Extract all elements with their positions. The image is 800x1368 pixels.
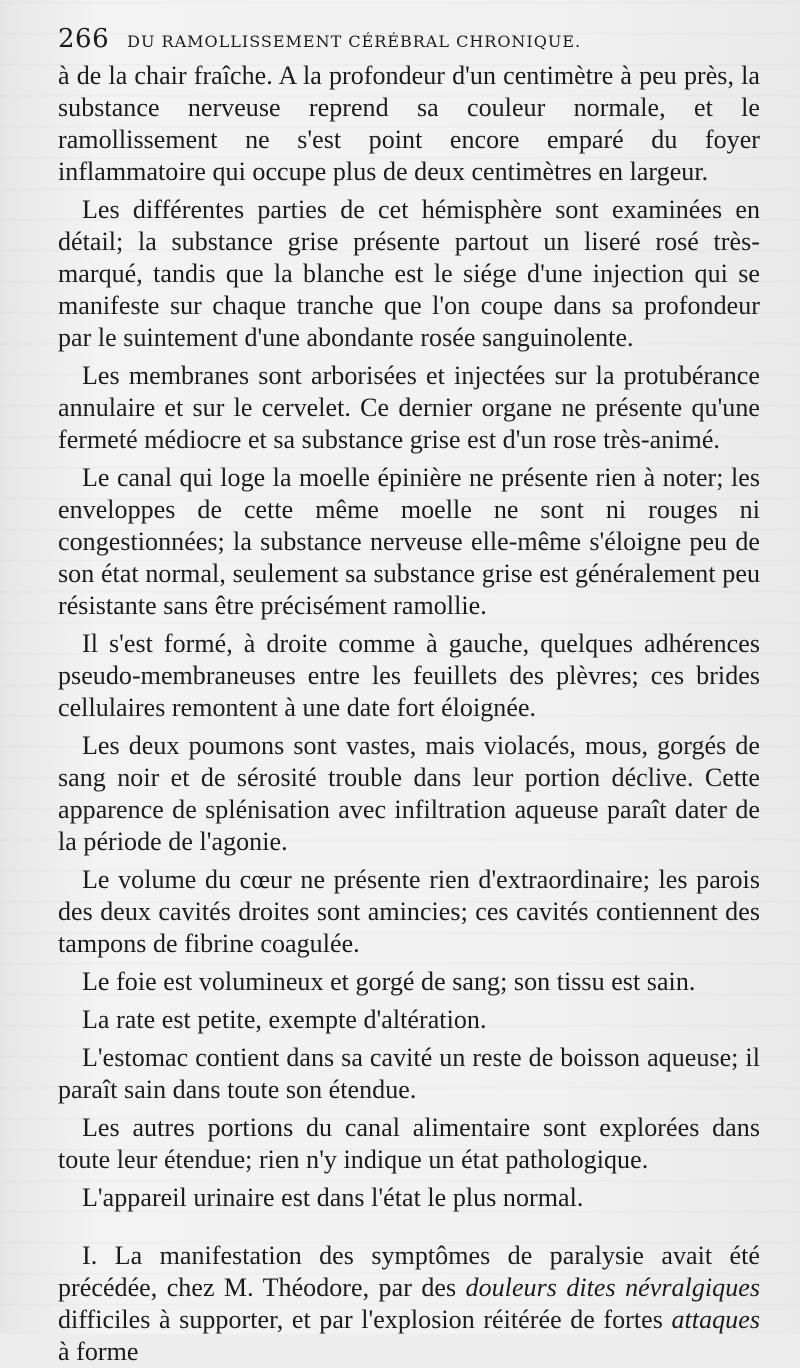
paragraph-11: Les autres portions du canal alimentaire sont explorées dans toute leur étendue; rien n'y indique un état pathologique. bbox=[58, 1113, 760, 1174]
paragraph-3: Les membranes sont arborisées et injectées sur la protubérance annulaire et sur le cervelet. Ce dernier organe ne présente qu'une fermeté médiocre et sa substance grise est d'un rose très-animé. bbox=[58, 361, 760, 454]
footnote-tail: à forme bbox=[58, 1337, 139, 1366]
footnote-paragraph bbox=[58, 1240, 760, 1368]
paragraph-9: La rate est petite, exempte d'altération. bbox=[82, 1005, 487, 1034]
paragraph-7: Le volume du cœur ne présente rien d'extraordinaire; les parois des deux cavités droites sont amincies; ces cavités contiennent des tampons de fibrine coagulée. bbox=[58, 865, 760, 958]
paragraph-4: Le canal qui loge la moelle épinière ne présente rien à noter; les enveloppes de cette même moelle ne sont ni rouges ni congestionnées; la substance nerveuse elle-même s'éloigne peu de son état normal, seulement sa substance grise est généralement peu résistante sans être précisément ramollie. bbox=[58, 463, 760, 620]
footnote-italic-1: douleurs dites névralgiques bbox=[465, 1273, 760, 1302]
paragraph-12: L'appareil urinaire est dans l'état le plus normal. bbox=[82, 1183, 584, 1212]
paragraph-8: Le foie est volumineux et gorgé de sang; son tissu est sain. bbox=[82, 967, 696, 996]
paragraph-10: L'estomac contient dans sa cavité un reste de boisson aqueuse; il paraît sain dans toute son étendue. bbox=[58, 1043, 760, 1104]
footnote-middle: difficiles à supporter, et par l'explosion réitérée de fortes bbox=[58, 1305, 672, 1334]
paragraph-2: Les différentes parties de cet hémisphère sont examinées en détail; la substance grise présente partout un liseré rosé très-marqué, tandis que la blanche est le siége d'une injection qui se manifeste sur chaque tranche que l'on coupe dans sa profondeur par le suintement d'une abondante rosée sanguinolente. bbox=[58, 195, 760, 352]
footnote-italic-2: attaques bbox=[671, 1305, 760, 1334]
page-body bbox=[58, 60, 760, 1368]
footnote-lead: I. La manifestation des symptômes de paralysie avait été précédée, chez M. Théodore, par des bbox=[58, 1241, 760, 1302]
paragraph-5: Il s'est formé, à droite comme à gauche, quelques adhérences pseudo-membraneuses entre les feuillets des plèvres; ces brides cellulaires remontent à une date fort éloignée. bbox=[58, 629, 760, 722]
running-head: DU RAMOLLISSEMENT CÉRÉBRAL CHRONIQUE. bbox=[127, 32, 582, 51]
page-header bbox=[58, 24, 760, 54]
paragraph-1: à de la chair fraîche. A la profondeur d'un centimètre à peu près, la substance nerveuse reprend sa couleur normale, et le ramollissement ne s'est point encore emparé du foyer inflammatoire qui occupe plus de deux centimètres en largeur. bbox=[58, 61, 760, 186]
paragraph-6: Les deux poumons sont vastes, mais violacés, mous, gorgés de sang noir et de sérosité trouble dans leur portion déclive. Cette apparence de splénisation avec infiltration aqueuse paraît dater de la période de l'agonie. bbox=[58, 731, 760, 856]
page-number: 266 bbox=[58, 24, 110, 54]
